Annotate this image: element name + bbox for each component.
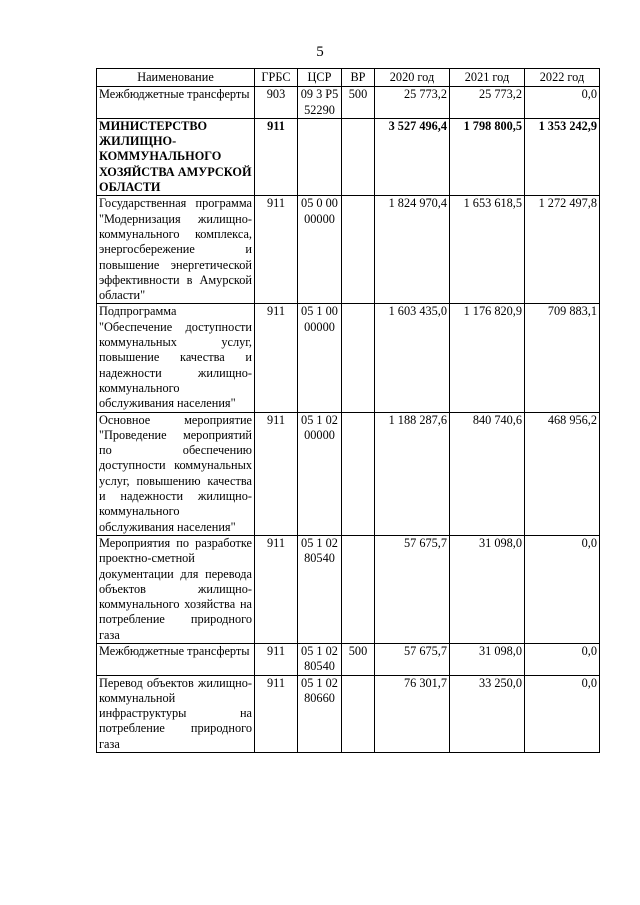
row-vr xyxy=(342,535,375,643)
row-grbs: 911 xyxy=(255,412,298,535)
row-name: Межбюджетные трансферты xyxy=(97,87,255,119)
row-csr: 09 3 P5 52290 xyxy=(298,87,342,119)
row-2021: 31 098,0 xyxy=(450,535,525,643)
row-csr: 05 0 00 00000 xyxy=(298,196,342,304)
header-2021: 2021 год xyxy=(450,69,525,87)
table-row xyxy=(97,643,600,675)
row-name: Мероприятия по разработке проектно-сметной документации для перевода объектов жилищно-коммунального хозяйства на потребление природного газа xyxy=(97,535,255,643)
header-2020: 2020 год xyxy=(375,69,450,87)
row-2020: 1 603 435,0 xyxy=(375,304,450,412)
row-2020: 1 188 287,6 xyxy=(375,412,450,535)
table-row xyxy=(97,118,600,195)
row-grbs: 911 xyxy=(255,675,298,752)
row-grbs: 911 xyxy=(255,304,298,412)
header-name: Наименование xyxy=(97,69,255,87)
row-2021: 1 798 800,5 xyxy=(450,118,525,195)
table-row xyxy=(97,675,600,752)
row-2020: 57 675,7 xyxy=(375,535,450,643)
page-number: 5 xyxy=(316,44,324,60)
table-row xyxy=(97,535,600,643)
row-2021: 1 653 618,5 xyxy=(450,196,525,304)
row-2020: 3 527 496,4 xyxy=(375,118,450,195)
row-2022: 468 956,2 xyxy=(525,412,600,535)
row-name: Государственная программа "Модернизация жилищно-коммунального комплекса, энергосбережение и повышение энергетической эффективности в Амурской области" xyxy=(97,196,255,304)
table-row xyxy=(97,196,600,304)
row-2020: 76 301,7 xyxy=(375,675,450,752)
row-csr: 05 1 00 00000 xyxy=(298,304,342,412)
row-2020: 25 773,2 xyxy=(375,87,450,119)
row-csr: 05 1 02 00000 xyxy=(298,412,342,535)
row-grbs: 903 xyxy=(255,87,298,119)
row-2020: 57 675,7 xyxy=(375,643,450,675)
header-2022: 2022 год xyxy=(525,69,600,87)
row-vr xyxy=(342,196,375,304)
header-csr: ЦСР xyxy=(298,69,342,87)
row-csr xyxy=(298,118,342,195)
row-csr: 05 1 02 80540 xyxy=(298,535,342,643)
row-2022: 0,0 xyxy=(525,87,600,119)
row-2021: 1 176 820,9 xyxy=(450,304,525,412)
row-2022: 0,0 xyxy=(525,643,600,675)
row-2022: 1 353 242,9 xyxy=(525,118,600,195)
row-name: Перевод объектов жилищно-коммунальной инфраструктуры на потребление природного газа xyxy=(97,675,255,752)
row-csr: 05 1 02 80540 xyxy=(298,643,342,675)
row-2022: 709 883,1 xyxy=(525,304,600,412)
row-vr xyxy=(342,412,375,535)
table-header-row xyxy=(97,69,600,87)
row-2022: 0,0 xyxy=(525,535,600,643)
row-grbs: 911 xyxy=(255,196,298,304)
row-vr xyxy=(342,304,375,412)
table-row xyxy=(97,412,600,535)
table-row xyxy=(97,304,600,412)
row-grbs: 911 xyxy=(255,118,298,195)
table-row xyxy=(97,87,600,119)
row-2022: 0,0 xyxy=(525,675,600,752)
row-2021: 25 773,2 xyxy=(450,87,525,119)
row-2021: 840 740,6 xyxy=(450,412,525,535)
header-vr: ВР xyxy=(342,69,375,87)
row-2021: 33 250,0 xyxy=(450,675,525,752)
row-grbs: 911 xyxy=(255,643,298,675)
row-name: МИНИСТЕРСТВО ЖИЛИЩНО-КОММУНАЛЬНОГО ХОЗЯЙСТВА АМУРСКОЙ ОБЛАСТИ xyxy=(97,118,255,195)
row-name: Подпрограмма "Обеспечение доступности коммунальных услуг, повышение качества и надежности жилищно-коммунального обслуживания населения" xyxy=(97,304,255,412)
budget-table xyxy=(96,68,600,753)
row-vr: 500 xyxy=(342,87,375,119)
header-grbs: ГРБС xyxy=(255,69,298,87)
row-csr: 05 1 02 80660 xyxy=(298,675,342,752)
row-2021: 31 098,0 xyxy=(450,643,525,675)
row-name: Основное мероприятие "Проведение мероприятий по обеспечению доступности коммунальных услуг, повышению качества и надежности жилищно-коммунального обслуживания населения" xyxy=(97,412,255,535)
row-vr: 500 xyxy=(342,643,375,675)
row-2022: 1 272 497,8 xyxy=(525,196,600,304)
row-2020: 1 824 970,4 xyxy=(375,196,450,304)
row-name: Межбюджетные трансферты xyxy=(97,643,255,675)
row-grbs: 911 xyxy=(255,535,298,643)
row-vr xyxy=(342,675,375,752)
row-vr xyxy=(342,118,375,195)
